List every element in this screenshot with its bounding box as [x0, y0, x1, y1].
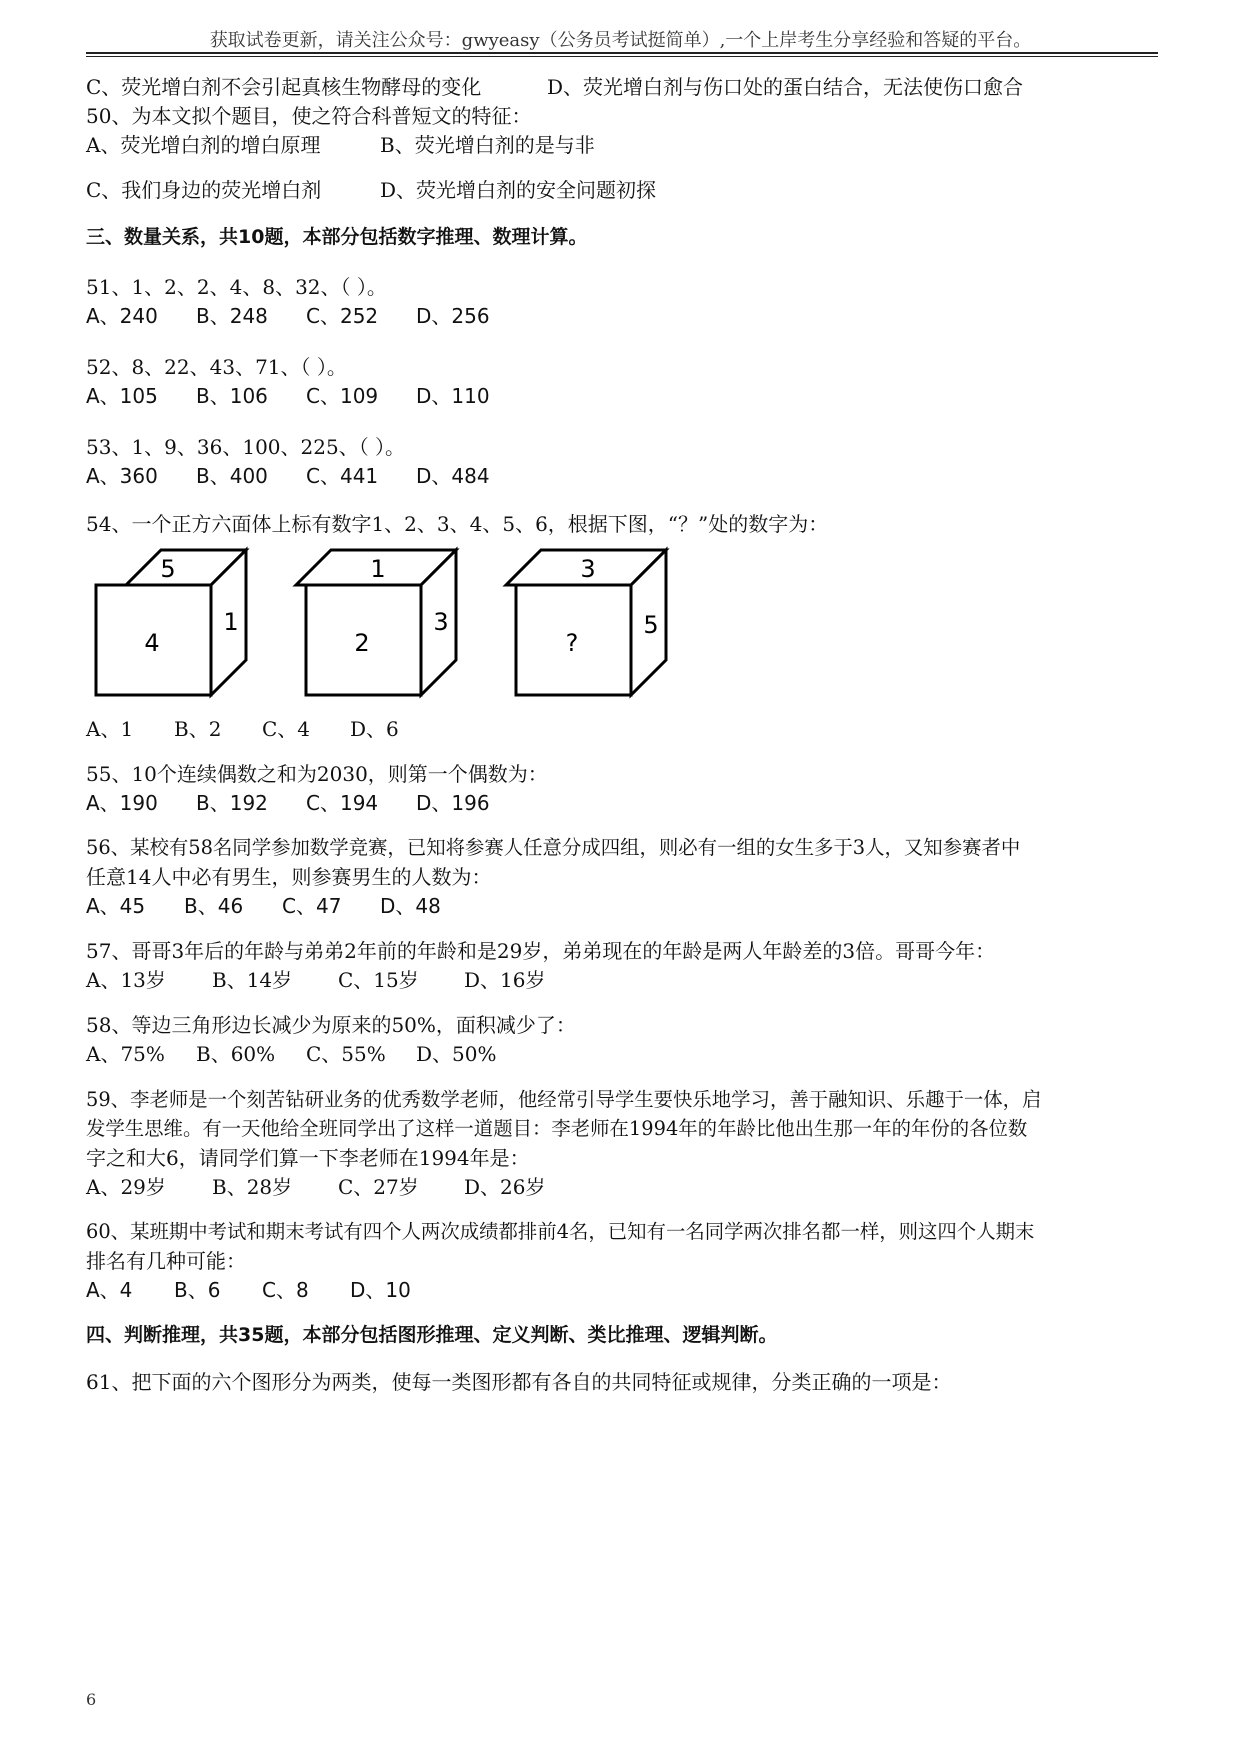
q50-option-d: D、荧光增白剂的安全问题初探 [380, 178, 657, 202]
page-header: 获取试卷更新，请关注公众号：gwyeasy（公务员考试挺简单）,一个上岸考生分享经验和答疑的平台。 [209, 30, 1032, 51]
q50-option-a: A、荧光增白剂的增白原理 [86, 133, 321, 157]
q54-options [86, 717, 399, 741]
q54-cube2-front: 2 [354, 629, 370, 657]
q57-option-b: B、14岁 [212, 968, 293, 992]
q53-option-c: C、441 [306, 464, 379, 488]
q54-option-c: C、4 [262, 717, 311, 741]
q59-stem-line-3: 字之和大6，请同学们算一下李老师在1994年是： [86, 1146, 530, 1170]
page-number: 6 [86, 1690, 97, 1709]
q53-option-a: A、360 [86, 464, 158, 488]
q51-option-d: D、256 [416, 304, 490, 328]
q51-options [86, 304, 490, 328]
q58-stem: 58、等边三角形边长减少为原来的50%，面积减少了： [86, 1013, 576, 1037]
header-rule-top [86, 52, 1158, 54]
q54-cube3-top: 3 [580, 555, 596, 583]
q61-stem: 61、把下面的六个图形分为两类，使每一类图形都有各自的共同特征或规律，分类正确的一项是： [86, 1370, 952, 1394]
q51-option-b: B、248 [196, 304, 268, 328]
q59-option-a: A、29岁 [86, 1175, 166, 1199]
q60-option-d: D、10 [350, 1278, 411, 1302]
q58-option-d: D、50% [416, 1042, 497, 1066]
q54-cube2-top: 1 [370, 555, 386, 583]
q59-option-c: C、27岁 [338, 1175, 419, 1199]
q56-stem-line-1: 56、某校有58名同学参加数学竞赛，已知将参赛人任意分成四组，则必有一组的女生多于3人，又知参赛者中 [86, 836, 1021, 859]
q59-option-d: D、26岁 [464, 1175, 546, 1199]
q56-option-d: D、48 [380, 894, 441, 918]
q52-options [86, 384, 490, 408]
section-4-heading: 四、判断推理，共35题，本部分包括图形推理、定义判断、类比推理、逻辑判断。 [86, 1324, 778, 1346]
q52-option-c: C、109 [306, 384, 379, 408]
q59-options [86, 1175, 545, 1199]
q55-option-a: A、190 [86, 791, 158, 815]
q54-cube1-side: 1 [223, 608, 239, 636]
q54-option-a: A、1 [86, 717, 134, 741]
q58-option-c: C、55% [306, 1042, 386, 1066]
q52-option-d: D、110 [416, 384, 490, 408]
q60-options [86, 1278, 411, 1302]
q57-options [86, 968, 545, 992]
q53-stem: 53、1、9、36、100、225、（ ）。 [86, 435, 406, 459]
q56-stem-line-2: 任意14人中必有男生，则参赛男生的人数为： [86, 865, 492, 889]
q57-option-c: C、15岁 [338, 968, 419, 992]
q59-option-b: B、28岁 [212, 1175, 293, 1199]
q57-option-d: D、16岁 [464, 968, 546, 992]
q55-stem: 55、10个连续偶数之和为2030，则第一个偶数为： [86, 762, 548, 786]
q55-option-d: D、196 [416, 791, 490, 815]
q60-option-b: B、6 [174, 1278, 221, 1302]
q56-option-a: A、45 [86, 894, 146, 918]
q54-cube-figure [86, 545, 686, 705]
q49-option-d: D、荧光增白剂与伤口处的蛋白结合，无法使伤口愈合 [547, 75, 1024, 99]
q56-option-c: C、47 [282, 894, 342, 918]
q50-option-c: C、我们身边的荧光增白剂 [86, 178, 322, 202]
q59-stem-line-2: 发学生思维。有一天他给全班同学出了这样一道题目：李老师在1994年的年龄比他出生那一年的年份的各位数 [86, 1117, 1028, 1140]
q59-stem-line-1: 59、李老师是一个刻苦钻研业务的优秀数学老师，他经常引导学生要快乐地学习，善于融知识、乐趣于一体，启 [86, 1088, 1042, 1111]
q57-option-a: A、13岁 [86, 968, 166, 992]
q54-cube2-side: 3 [433, 608, 449, 636]
q53-option-d: D、484 [416, 464, 490, 488]
q60-stem-line-1: 60、某班期中考试和期末考试有四个人两次成绩都排前4名，已知有一名同学两次排名都一样，则这四个人期末 [86, 1220, 1035, 1243]
q60-stem-line-2: 排名有几种可能： [86, 1249, 246, 1273]
q53-option-b: B、400 [196, 464, 268, 488]
q58-option-a: A、75% [86, 1042, 165, 1066]
q57-stem: 57、哥哥3年后的年龄与弟弟2年前的年龄和是29岁，弟弟现在的年龄是两人年龄差的3倍。哥哥今年： [86, 939, 996, 963]
q51-stem: 51、1、2、2、4、8、32、（ ）。 [86, 275, 387, 299]
q55-options [86, 791, 490, 815]
section-3-heading: 三、数量关系，共10题，本部分包括数字推理、数理计算。 [86, 226, 588, 248]
q49-option-c: C、荧光增白剂不会引起真核生物酵母的变化 [86, 75, 482, 99]
q52-option-a: A、105 [86, 384, 158, 408]
header-rule-bottom [86, 56, 1158, 57]
q56-option-b: B、46 [184, 894, 244, 918]
q54-cube3-front: ? [565, 629, 579, 657]
q54-cube1-top: 5 [160, 555, 176, 583]
q50-option-b: B、荧光增白剂的是与非 [380, 133, 595, 157]
q58-options [86, 1042, 497, 1066]
q54-stem: 54、一个正方六面体上标有数字1、2、3、4、5、6，根据下图，“？”处的数字为： [86, 512, 829, 536]
q60-option-c: C、8 [262, 1278, 309, 1302]
q52-stem: 52、8、22、43、71、（ ）。 [86, 355, 347, 379]
q51-option-a: A、240 [86, 304, 158, 328]
q53-options [86, 464, 490, 488]
q60-option-a: A、4 [86, 1278, 133, 1302]
q54-option-b: B、2 [174, 717, 222, 741]
q50-stem: 50、为本文拟个题目，使之符合科普短文的特征： [86, 104, 532, 128]
q54-option-d: D、6 [350, 717, 399, 741]
q51-option-c: C、252 [306, 304, 379, 328]
q58-option-b: B、60% [196, 1042, 276, 1066]
q52-option-b: B、106 [196, 384, 268, 408]
q56-options [86, 894, 441, 918]
q54-cube1-front: 4 [144, 629, 160, 657]
q55-option-b: B、192 [196, 791, 268, 815]
q54-cube3-side: 5 [643, 611, 659, 639]
q55-option-c: C、194 [306, 791, 379, 815]
